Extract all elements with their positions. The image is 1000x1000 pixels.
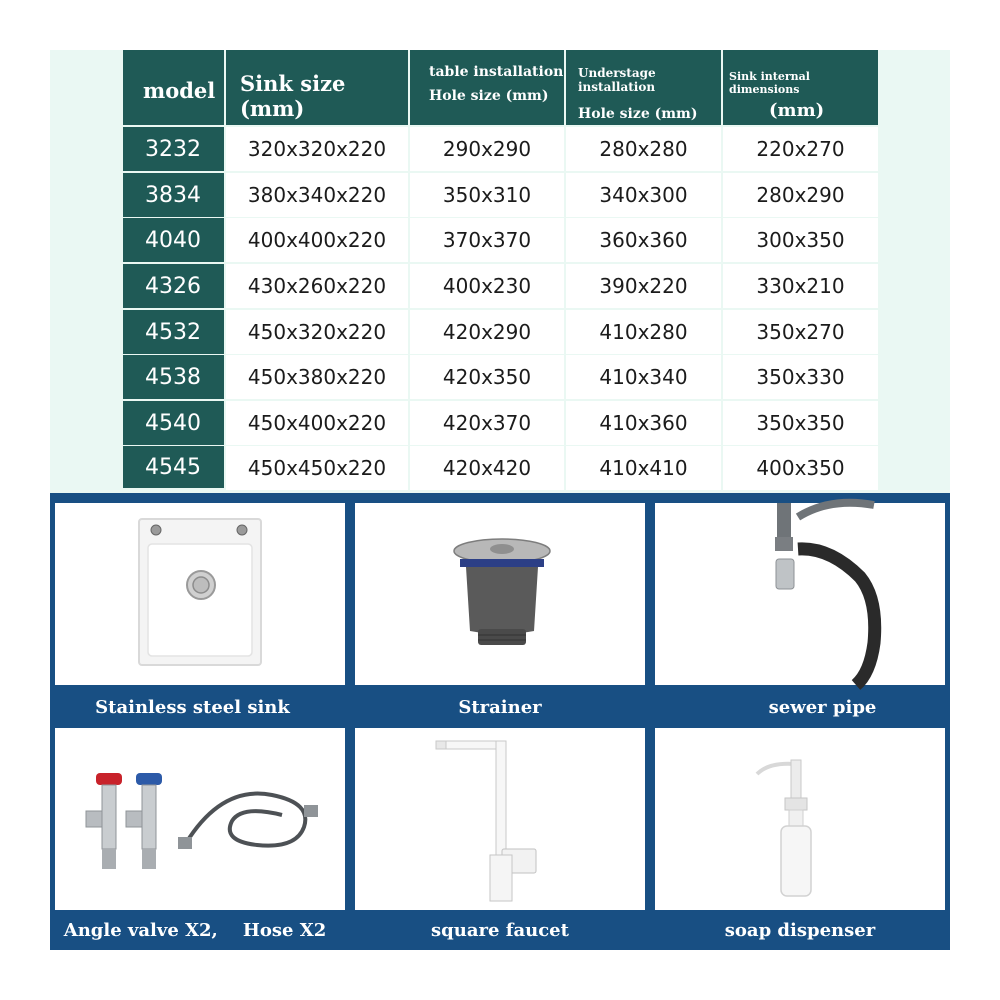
header-sink-size-label: Sink size (mm) bbox=[240, 71, 346, 121]
understage-hole-cell: 410x360 bbox=[566, 401, 721, 445]
header-understage-installation bbox=[566, 50, 721, 125]
internal-dims-cell: 280x290 bbox=[723, 173, 878, 217]
header-table-installation-line2: Hole size (mm) bbox=[429, 88, 549, 104]
table-hole-cell: 420x350 bbox=[410, 355, 564, 399]
angle-valve-hose-icon bbox=[82, 765, 332, 875]
understage-hole-cell: 410x340 bbox=[566, 355, 721, 399]
understage-hole-cell: 390x220 bbox=[566, 264, 721, 308]
model-cell: 3232 bbox=[123, 127, 224, 171]
sink-size-cell: 450x450x220 bbox=[226, 446, 408, 490]
header-table-installation bbox=[410, 50, 564, 125]
header-internal-line2: (mm) bbox=[769, 100, 825, 121]
sink-icon bbox=[138, 518, 262, 666]
internal-dims-cell: 350x350 bbox=[723, 401, 878, 445]
accessory-label: sewer pipe bbox=[768, 697, 877, 718]
header-understage-line2: Hole size (mm) bbox=[578, 106, 698, 122]
model-cell: 4326 bbox=[123, 264, 224, 308]
table-hole-cell: 290x290 bbox=[410, 127, 564, 171]
sink-size-cell: 400x400x220 bbox=[226, 218, 408, 262]
sink-size-cell: 430x260x220 bbox=[226, 264, 408, 308]
internal-dims-cell: 300x350 bbox=[723, 218, 878, 262]
model-cell: 3834 bbox=[123, 173, 224, 217]
accessory-label: Angle valve X2, Hose X2 bbox=[63, 920, 327, 941]
header-model-label: model bbox=[143, 78, 216, 103]
internal-dims-cell: 400x350 bbox=[723, 446, 878, 490]
model-cell: 4545 bbox=[123, 446, 224, 488]
model-cell: 4540 bbox=[123, 401, 224, 445]
understage-hole-cell: 360x360 bbox=[566, 218, 721, 262]
header-model bbox=[123, 50, 224, 125]
internal-dims-cell: 350x330 bbox=[723, 355, 878, 399]
internal-dims-cell: 220x270 bbox=[723, 127, 878, 171]
header-internal-dimensions bbox=[723, 50, 878, 125]
understage-hole-cell: 410x410 bbox=[566, 446, 721, 490]
table-hole-cell: 370x370 bbox=[410, 218, 564, 262]
accessory-label: Strainer bbox=[458, 697, 542, 718]
model-cell: 4532 bbox=[123, 310, 224, 354]
sink-size-cell: 450x400x220 bbox=[226, 401, 408, 445]
internal-dims-cell: 350x270 bbox=[723, 310, 878, 354]
understage-hole-cell: 280x280 bbox=[566, 127, 721, 171]
strainer-icon bbox=[452, 537, 552, 649]
sink-size-cell: 320x320x220 bbox=[226, 127, 408, 171]
accessory-label: soap dispenser bbox=[724, 920, 876, 941]
model-cell: 4040 bbox=[123, 218, 224, 262]
table-hole-cell: 420x420 bbox=[410, 446, 564, 490]
header-table-installation-line1: table installation bbox=[429, 64, 564, 80]
header-sink-size bbox=[226, 50, 408, 125]
sewer-pipe-icon bbox=[770, 503, 885, 685]
sink-size-cell: 450x380x220 bbox=[226, 355, 408, 399]
model-cell: 4538 bbox=[123, 355, 224, 399]
header-internal-line1: Sink internal dimensions bbox=[729, 70, 810, 96]
table-hole-cell: 420x290 bbox=[410, 310, 564, 354]
internal-dims-cell: 330x210 bbox=[723, 264, 878, 308]
soap-dispenser-icon bbox=[755, 752, 835, 898]
table-hole-cell: 400x230 bbox=[410, 264, 564, 308]
faucet-icon bbox=[432, 737, 542, 905]
table-hole-cell: 420x370 bbox=[410, 401, 564, 445]
understage-hole-cell: 340x300 bbox=[566, 173, 721, 217]
understage-hole-cell: 410x280 bbox=[566, 310, 721, 354]
table-hole-cell: 350x310 bbox=[410, 173, 564, 217]
header-understage-line1: Understage installation bbox=[578, 66, 656, 94]
sink-size-cell: 380x340x220 bbox=[226, 173, 408, 217]
accessory-label: Stainless steel sink bbox=[95, 697, 290, 718]
sink-size-cell: 450x320x220 bbox=[226, 310, 408, 354]
accessory-label: square faucet bbox=[431, 920, 569, 941]
